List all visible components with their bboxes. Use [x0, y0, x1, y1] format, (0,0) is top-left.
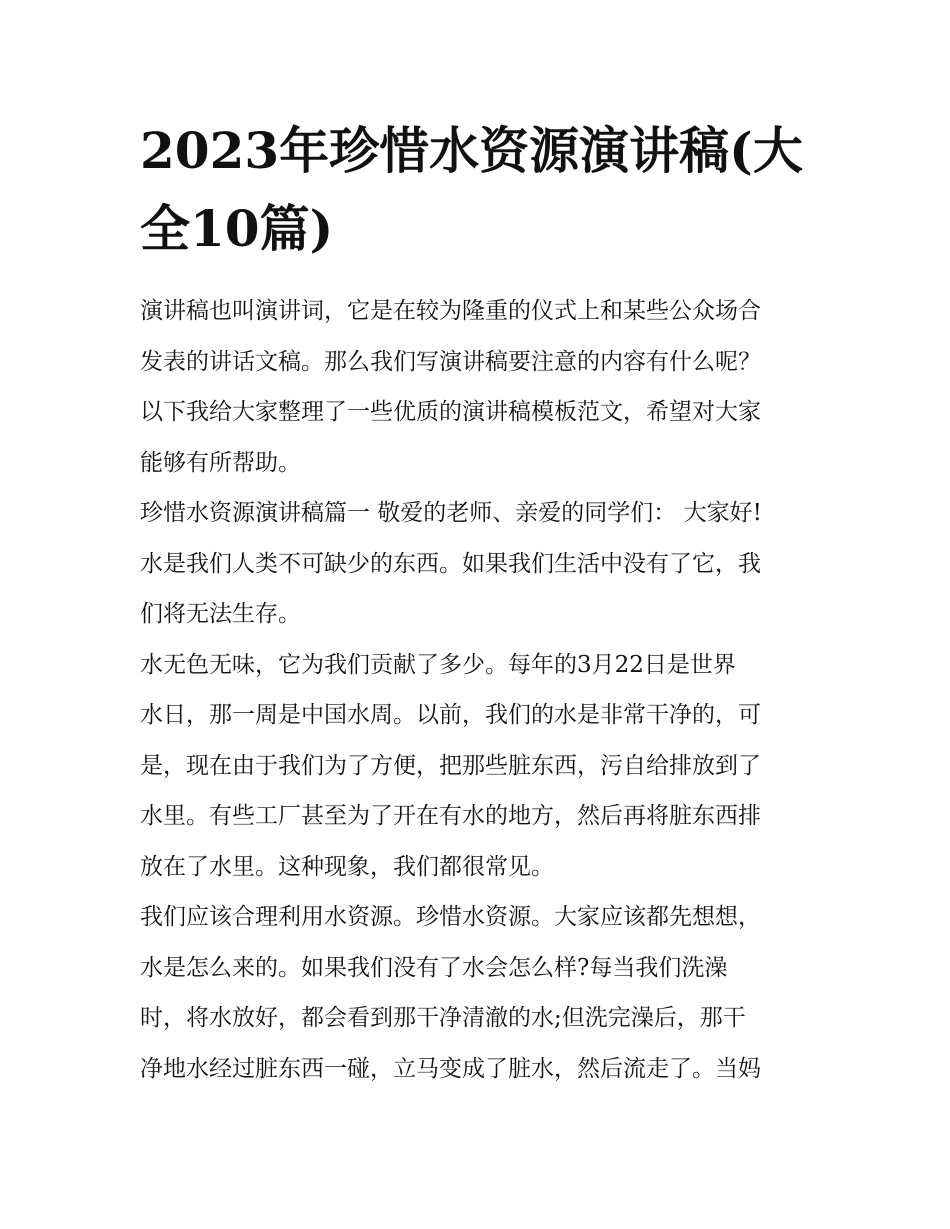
body-line: 珍惜水资源演讲稿篇一 敬爱的老师、亲爱的同学们： 大家好! [140, 500, 762, 526]
body-line: 们将无法生存。 [140, 601, 301, 627]
body-line: 发表的讲话文稿。那么我们写演讲稿要注意的内容有什么呢？ [140, 348, 761, 375]
body-line: 放在了水里。这种现象，我们都很常见。 [140, 853, 554, 880]
title-line: 2023年珍惜水资源演讲稿(大 [140, 121, 803, 180]
body-line: 时，将水放好，都会看到那干净清澈的水;但洗完澡后，那干 [140, 1005, 746, 1031]
body-line: 净地水经过脏东西一碰，立马变成了脏水，然后流走了。当妈 [140, 1055, 761, 1082]
body-line: 水无色无味，它为我们贡献了多少。每年的3月22日是世界 [140, 651, 736, 678]
body-line: 水是怎么来的。如果我们没有了水会怎么样?每当我们洗澡 [140, 954, 728, 981]
body-line: 水日，那一周是中国水周。以前，我们的水是非常干净的，可 [140, 702, 761, 728]
document-page [140, 112, 812, 1094]
title-line: 全10篇) [140, 199, 334, 258]
body-line: 演讲稿也叫演讲词，它是在较为隆重的仪式上和某些公众场合 [140, 298, 761, 324]
body-line: 是，现在由于我们为了方便，把那些脏东西，污自给排放到了 [140, 752, 761, 779]
body-line: 水是我们人类不可缺少的东西。如果我们生活中没有了它，我 [140, 550, 761, 577]
body-line: 以下我给大家整理了一些优质的演讲稿模板范文，希望对大家 [140, 399, 761, 425]
body-line: 能够有所帮助。 [140, 449, 301, 476]
body-line: 我们应该合理利用水资源。珍惜水资源。大家应该都先想想， [140, 904, 761, 930]
body-line: 水里。有些工厂甚至为了开在有水的地方，然后再将脏东西排 [140, 803, 761, 829]
document-body [140, 286, 812, 1094]
document-title [140, 112, 812, 268]
